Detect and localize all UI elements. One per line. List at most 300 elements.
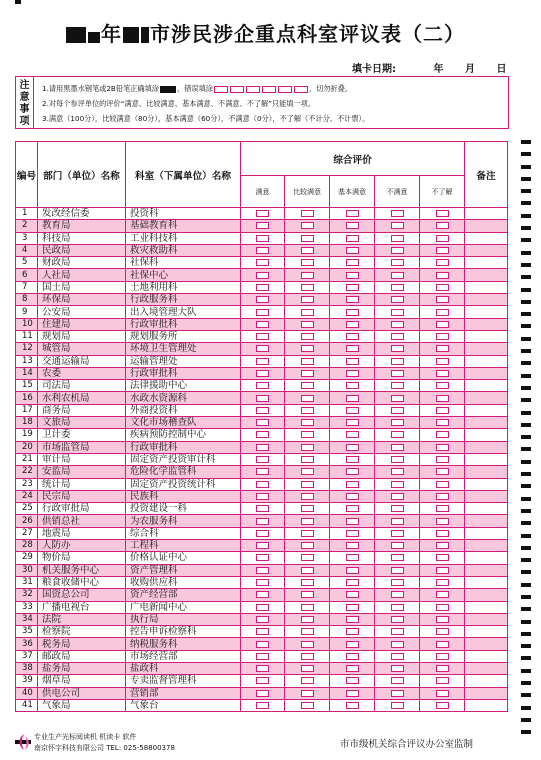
option-bubble[interactable] (391, 259, 404, 266)
remark-cell (465, 540, 508, 552)
option-bubble[interactable] (346, 247, 359, 254)
option-bubble[interactable] (346, 296, 359, 303)
option-bubble[interactable] (301, 222, 314, 229)
option-bubble[interactable] (436, 284, 449, 291)
option-bubble[interactable] (391, 431, 404, 438)
option-bubble[interactable] (346, 530, 359, 537)
table-row (16, 257, 508, 269)
option-bubble[interactable] (346, 616, 359, 623)
option-bubble[interactable] (436, 554, 449, 561)
option-cell (330, 490, 375, 502)
department-name: 农委 (38, 367, 126, 379)
option-cell (285, 601, 330, 613)
timing-mark (521, 534, 531, 538)
option-bubble[interactable] (346, 677, 359, 684)
option-bubble[interactable] (301, 382, 314, 389)
option-bubble[interactable] (301, 272, 314, 279)
option-bubble[interactable] (346, 370, 359, 377)
option-bubble[interactable] (256, 333, 269, 340)
option-bubble[interactable] (346, 382, 359, 389)
option-bubble[interactable] (346, 358, 359, 365)
option-bubble[interactable] (436, 641, 449, 648)
row-number: 20 (16, 441, 38, 453)
option-bubble[interactable] (301, 604, 314, 611)
option-bubble[interactable] (391, 272, 404, 279)
option-cell (420, 490, 465, 502)
option-bubble[interactable] (346, 333, 359, 340)
option-bubble[interactable] (301, 333, 314, 340)
option-bubble[interactable] (301, 481, 314, 488)
option-cell (241, 281, 285, 293)
option-cell (330, 429, 375, 441)
option-bubble[interactable] (256, 284, 269, 291)
timing-mark (521, 644, 531, 648)
option-bubble[interactable] (391, 321, 404, 328)
option-bubble[interactable] (391, 702, 404, 709)
option-cell (285, 269, 330, 281)
option-bubble[interactable] (301, 530, 314, 537)
table-row (16, 589, 508, 601)
option-bubble[interactable] (436, 481, 449, 488)
option-bubble[interactable] (346, 542, 359, 549)
option-bubble[interactable] (256, 567, 269, 574)
option-cell (420, 392, 465, 404)
section-name: 行政审批科 (126, 367, 241, 379)
option-bubble[interactable] (391, 247, 404, 254)
option-bubble[interactable] (256, 542, 269, 549)
option-cell (241, 269, 285, 281)
table-row (16, 638, 508, 650)
option-bubble[interactable] (436, 690, 449, 697)
option-bubble[interactable] (256, 444, 269, 451)
option-bubble[interactable] (391, 567, 404, 574)
option-bubble[interactable] (301, 210, 314, 217)
option-bubble[interactable] (436, 358, 449, 365)
option-bubble[interactable] (346, 345, 359, 352)
option-bubble[interactable] (391, 505, 404, 512)
table-row (16, 552, 508, 564)
option-bubble[interactable] (256, 309, 269, 316)
option-cell (375, 552, 420, 564)
option-bubble[interactable] (256, 247, 269, 254)
option-bubble[interactable] (436, 628, 449, 635)
option-bubble[interactable] (256, 554, 269, 561)
option-bubble[interactable] (301, 444, 314, 451)
option-bubble[interactable] (436, 370, 449, 377)
option-bubble[interactable] (391, 653, 404, 660)
option-bubble[interactable] (346, 309, 359, 316)
option-bubble[interactable] (436, 333, 449, 340)
option-bubble[interactable] (436, 296, 449, 303)
table-row (16, 269, 508, 281)
option-bubble[interactable] (346, 579, 359, 586)
remark-cell (465, 244, 508, 256)
option-bubble[interactable] (256, 382, 269, 389)
option-bubble[interactable] (301, 321, 314, 328)
option-bubble[interactable] (391, 382, 404, 389)
option-bubble[interactable] (346, 395, 359, 402)
option-bubble[interactable] (301, 345, 314, 352)
option-bubble[interactable] (256, 407, 269, 414)
option-bubble[interactable] (346, 665, 359, 672)
option-bubble[interactable] (256, 604, 269, 611)
option-bubble[interactable] (256, 296, 269, 303)
option-cell (420, 429, 465, 441)
option-bubble[interactable] (256, 530, 269, 537)
option-bubble[interactable] (256, 702, 269, 709)
option-cell (330, 330, 375, 342)
option-cell (241, 527, 285, 539)
option-bubble[interactable] (436, 505, 449, 512)
option-bubble[interactable] (301, 296, 314, 303)
option-bubble[interactable] (436, 272, 449, 279)
department-name: 审计局 (38, 453, 126, 465)
option-bubble[interactable] (256, 579, 269, 586)
option-cell (330, 232, 375, 244)
option-bubble[interactable] (346, 272, 359, 279)
department-name: 检察院 (38, 626, 126, 638)
option-bubble[interactable] (391, 530, 404, 537)
option-bubble[interactable] (391, 222, 404, 229)
option-bubble[interactable] (301, 235, 314, 242)
option-bubble[interactable] (256, 591, 269, 598)
notes-label-char: 项 (19, 116, 30, 127)
option-cell (330, 675, 375, 687)
notes-label-char: 意 (19, 92, 30, 103)
option-cell (330, 527, 375, 539)
option-bubble[interactable] (391, 518, 404, 525)
option-bubble[interactable] (346, 444, 359, 451)
option-cell (420, 330, 465, 342)
option-cell (420, 699, 465, 711)
option-cell (420, 257, 465, 269)
option-bubble[interactable] (436, 702, 449, 709)
option-bubble[interactable] (301, 309, 314, 316)
option-bubble[interactable] (256, 345, 269, 352)
option-bubble[interactable] (301, 653, 314, 660)
option-bubble[interactable] (436, 604, 449, 611)
option-bubble[interactable] (301, 579, 314, 586)
option-bubble[interactable] (301, 468, 314, 475)
option-bubble[interactable] (391, 628, 404, 635)
option-bubble[interactable] (436, 382, 449, 389)
option-bubble[interactable] (436, 468, 449, 475)
option-bubble[interactable] (391, 284, 404, 291)
option-bubble[interactable] (436, 591, 449, 598)
option-bubble[interactable] (346, 702, 359, 709)
option-bubble[interactable] (436, 321, 449, 328)
option-bubble[interactable] (256, 493, 269, 500)
table-row (16, 355, 508, 367)
option-cell (375, 294, 420, 306)
option-bubble[interactable] (256, 210, 269, 217)
option-cell (420, 613, 465, 625)
option-bubble[interactable] (256, 653, 269, 660)
option-bubble[interactable] (346, 653, 359, 660)
option-bubble[interactable] (391, 641, 404, 648)
option-cell (420, 601, 465, 613)
option-bubble[interactable] (301, 370, 314, 377)
timing-mark (521, 558, 531, 562)
section-name: 行政审批科 (126, 318, 241, 330)
department-name: 税务局 (38, 638, 126, 650)
section-name: 气象台 (126, 699, 241, 711)
option-bubble[interactable] (391, 604, 404, 611)
option-cell (375, 244, 420, 256)
option-bubble[interactable] (301, 284, 314, 291)
option-bubble[interactable] (301, 259, 314, 266)
option-bubble[interactable] (391, 677, 404, 684)
option-bubble[interactable] (391, 554, 404, 561)
option-bubble[interactable] (346, 518, 359, 525)
option-bubble[interactable] (301, 358, 314, 365)
option-bubble[interactable] (301, 677, 314, 684)
option-bubble[interactable] (301, 419, 314, 426)
notes-lines (42, 81, 369, 126)
option-bubble[interactable] (301, 505, 314, 512)
option-bubble[interactable] (256, 641, 269, 648)
remark-cell (465, 466, 508, 478)
option-bubble[interactable] (256, 518, 269, 525)
option-bubble[interactable] (256, 272, 269, 279)
section-name: 运输管理处 (126, 355, 241, 367)
option-bubble[interactable] (346, 259, 359, 266)
option-bubble[interactable] (301, 493, 314, 500)
department-name: 卫计委 (38, 429, 126, 441)
option-cell (330, 380, 375, 392)
option-cell (285, 638, 330, 650)
option-bubble[interactable] (436, 259, 449, 266)
option-bubble[interactable] (391, 690, 404, 697)
department-name: 粮食收储中心 (38, 576, 126, 588)
section-name: 收购供应科 (126, 576, 241, 588)
option-bubble[interactable] (436, 518, 449, 525)
option-bubble[interactable] (346, 493, 359, 500)
option-cell (330, 404, 375, 416)
option-bubble[interactable] (256, 616, 269, 623)
timing-mark (521, 706, 531, 710)
option-bubble[interactable] (301, 665, 314, 672)
row-number: 29 (16, 552, 38, 564)
option-cell (285, 355, 330, 367)
option-bubble[interactable] (436, 309, 449, 316)
option-bubble[interactable] (301, 518, 314, 525)
wrong-fill-sample (246, 86, 260, 93)
option-cell (241, 589, 285, 601)
option-bubble[interactable] (301, 591, 314, 598)
option-cell (375, 650, 420, 662)
option-bubble[interactable] (391, 579, 404, 586)
option-bubble[interactable] (301, 247, 314, 254)
option-bubble[interactable] (346, 407, 359, 414)
option-bubble[interactable] (436, 616, 449, 623)
remark-cell (465, 576, 508, 588)
option-bubble[interactable] (256, 358, 269, 365)
option-bubble[interactable] (346, 641, 359, 648)
option-bubble[interactable] (436, 345, 449, 352)
option-bubble[interactable] (256, 235, 269, 242)
option-bubble[interactable] (346, 591, 359, 598)
option-cell (241, 515, 285, 527)
option-bubble[interactable] (391, 616, 404, 623)
option-bubble[interactable] (301, 456, 314, 463)
table-row (16, 466, 508, 478)
option-bubble[interactable] (436, 665, 449, 672)
timing-mark (521, 595, 531, 599)
option-cell (375, 527, 420, 539)
option-bubble[interactable] (301, 554, 314, 561)
option-bubble[interactable] (256, 665, 269, 672)
row-number: 24 (16, 490, 38, 502)
option-bubble[interactable] (391, 395, 404, 402)
row-number: 5 (16, 257, 38, 269)
option-bubble[interactable] (391, 419, 404, 426)
option-bubble[interactable] (301, 628, 314, 635)
timing-mark (521, 300, 531, 304)
option-bubble[interactable] (391, 309, 404, 316)
option-bubble[interactable] (436, 530, 449, 537)
option-bubble[interactable] (256, 370, 269, 377)
option-bubble[interactable] (391, 333, 404, 340)
option-bubble[interactable] (436, 419, 449, 426)
option-bubble[interactable] (346, 419, 359, 426)
option-bubble[interactable] (391, 358, 404, 365)
option-bubble[interactable] (346, 505, 359, 512)
option-cell (375, 576, 420, 588)
option-bubble[interactable] (391, 456, 404, 463)
option-cell (285, 626, 330, 638)
option-cell (241, 232, 285, 244)
table-row (16, 490, 508, 502)
section-name: 工程科 (126, 540, 241, 552)
option-bubble[interactable] (346, 321, 359, 328)
option-cell (375, 404, 420, 416)
option-bubble[interactable] (256, 677, 269, 684)
option-bubble[interactable] (346, 431, 359, 438)
option-bubble[interactable] (301, 395, 314, 402)
header-option: 不了解 (420, 176, 465, 208)
option-bubble[interactable] (346, 210, 359, 217)
option-bubble[interactable] (346, 604, 359, 611)
option-bubble[interactable] (391, 370, 404, 377)
option-bubble[interactable] (436, 542, 449, 549)
option-cell (285, 527, 330, 539)
option-bubble[interactable] (256, 468, 269, 475)
option-bubble[interactable] (346, 284, 359, 291)
department-name: 行政审批局 (38, 503, 126, 515)
option-bubble[interactable] (391, 468, 404, 475)
option-bubble[interactable] (391, 591, 404, 598)
option-bubble[interactable] (256, 505, 269, 512)
option-bubble[interactable] (391, 665, 404, 672)
option-bubble[interactable] (391, 444, 404, 451)
option-bubble[interactable] (346, 690, 359, 697)
option-cell (375, 601, 420, 613)
option-bubble[interactable] (436, 493, 449, 500)
option-bubble[interactable] (436, 222, 449, 229)
option-bubble[interactable] (301, 542, 314, 549)
option-bubble[interactable] (346, 481, 359, 488)
option-bubble[interactable] (256, 690, 269, 697)
redacted-mark (88, 32, 100, 43)
option-bubble[interactable] (256, 431, 269, 438)
department-name: 法院 (38, 613, 126, 625)
option-cell (420, 318, 465, 330)
row-number: 14 (16, 367, 38, 379)
option-bubble[interactable] (436, 677, 449, 684)
option-bubble[interactable] (436, 431, 449, 438)
option-bubble[interactable] (436, 407, 449, 414)
option-bubble[interactable] (436, 567, 449, 574)
option-bubble[interactable] (391, 296, 404, 303)
option-cell (330, 589, 375, 601)
timing-mark (521, 177, 531, 181)
option-cell (330, 294, 375, 306)
wrong-fill-sample (262, 86, 276, 93)
option-bubble[interactable] (256, 259, 269, 266)
option-bubble[interactable] (301, 641, 314, 648)
row-number: 36 (16, 638, 38, 650)
option-bubble[interactable] (256, 456, 269, 463)
option-bubble[interactable] (346, 567, 359, 574)
option-bubble[interactable] (256, 395, 269, 402)
department-name: 机关服务中心 (38, 564, 126, 576)
option-bubble[interactable] (436, 395, 449, 402)
option-bubble[interactable] (256, 321, 269, 328)
option-bubble[interactable] (391, 210, 404, 217)
option-cell (241, 404, 285, 416)
option-bubble[interactable] (436, 444, 449, 451)
option-bubble[interactable] (346, 628, 359, 635)
header-option: 不满意 (375, 176, 420, 208)
option-bubble[interactable] (301, 407, 314, 414)
option-bubble[interactable] (346, 235, 359, 242)
option-bubble[interactable] (436, 210, 449, 217)
option-bubble[interactable] (436, 653, 449, 660)
option-cell (330, 540, 375, 552)
option-bubble[interactable] (346, 468, 359, 475)
option-bubble[interactable] (346, 222, 359, 229)
timing-mark (521, 669, 531, 673)
option-bubble[interactable] (346, 456, 359, 463)
timing-mark (521, 312, 531, 316)
option-bubble[interactable] (391, 481, 404, 488)
option-bubble[interactable] (301, 690, 314, 697)
option-bubble[interactable] (256, 481, 269, 488)
option-bubble[interactable] (436, 247, 449, 254)
option-bubble[interactable] (301, 567, 314, 574)
option-bubble[interactable] (301, 702, 314, 709)
option-bubble[interactable] (256, 419, 269, 426)
option-bubble[interactable] (256, 628, 269, 635)
option-bubble[interactable] (346, 554, 359, 561)
option-bubble[interactable] (301, 616, 314, 623)
evaluation-table (15, 141, 508, 712)
option-bubble[interactable] (391, 407, 404, 414)
option-bubble[interactable] (436, 456, 449, 463)
redacted-mark (123, 27, 139, 43)
option-bubble[interactable] (256, 222, 269, 229)
row-number: 18 (16, 417, 38, 429)
option-bubble[interactable] (391, 493, 404, 500)
option-bubble[interactable] (436, 235, 449, 242)
option-bubble[interactable] (436, 579, 449, 586)
option-bubble[interactable] (301, 431, 314, 438)
option-bubble[interactable] (391, 345, 404, 352)
option-bubble[interactable] (391, 542, 404, 549)
option-cell (241, 613, 285, 625)
option-bubble[interactable] (391, 235, 404, 242)
